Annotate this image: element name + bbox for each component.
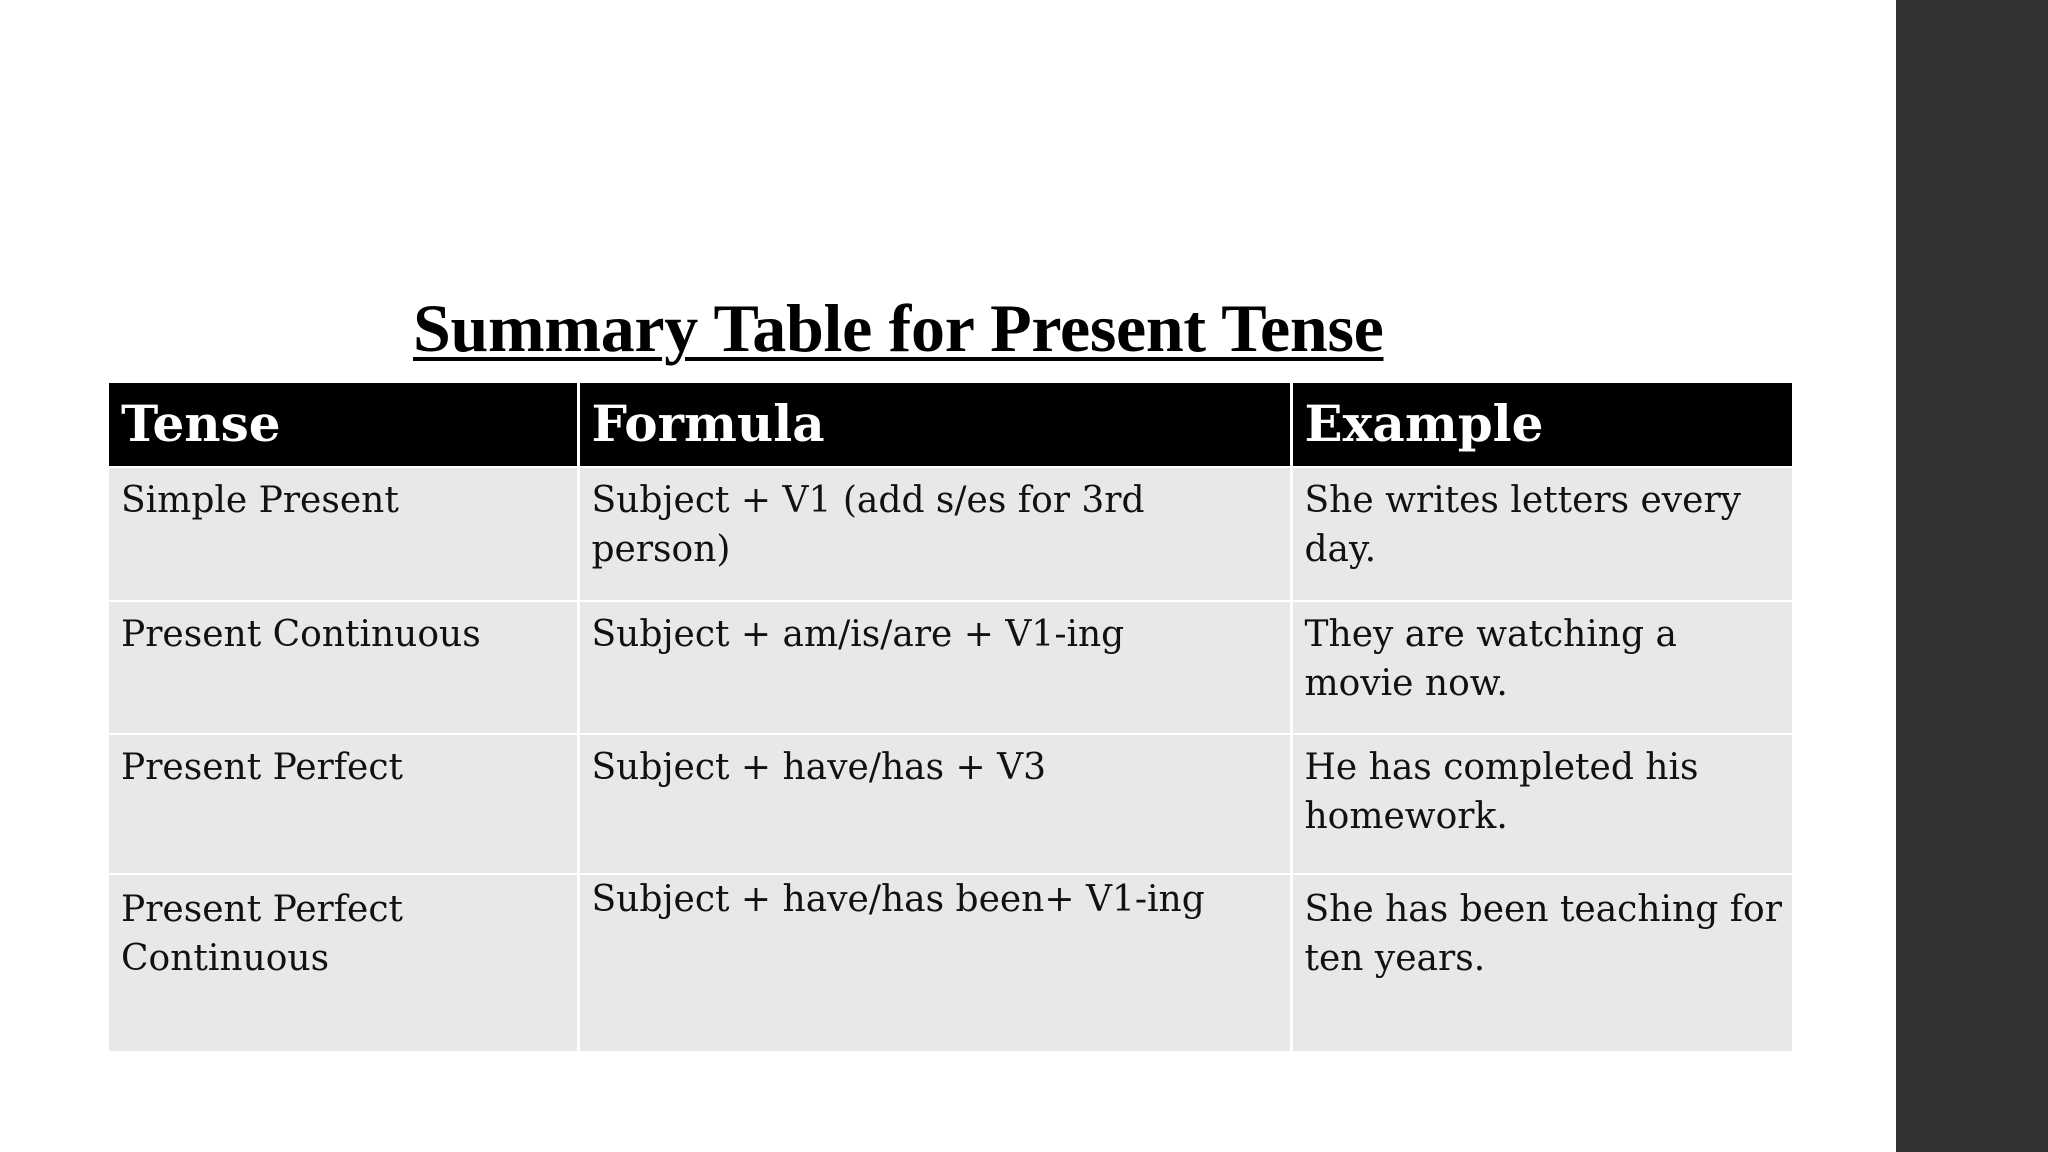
- example-cell: He has completed his homework.: [1291, 734, 1792, 874]
- header-example: Example: [1291, 383, 1792, 467]
- example-cell: She has been teaching for ten years.: [1291, 874, 1792, 1051]
- formula-cell: Subject + am/is/are + V1-ing: [578, 601, 1291, 734]
- table-row: [109, 467, 1792, 601]
- summary-table: [109, 383, 1792, 1051]
- example-cell: They are watching a movie now.: [1291, 601, 1792, 734]
- tense-cell: Present Continuous: [109, 601, 578, 734]
- table-row: [109, 874, 1792, 1051]
- formula-cell: Subject + have/has + V3: [578, 734, 1291, 874]
- tense-cell: Present Perfect: [109, 734, 578, 874]
- table-row: [109, 734, 1792, 874]
- side-bar-decoration: [1896, 0, 2048, 1152]
- slide-title: Summary Table for Present Tense: [413, 290, 1384, 366]
- header-formula: Formula: [578, 383, 1291, 467]
- formula-cell: Subject + V1 (add s/es for 3rd person): [578, 467, 1291, 601]
- header-tense: Tense: [109, 383, 578, 467]
- formula-cell: Subject + have/has been+ V1-ing: [578, 874, 1291, 1051]
- example-cell: She writes letters every day.: [1291, 467, 1792, 601]
- tense-cell: Simple Present: [109, 467, 578, 601]
- tense-cell: Present Perfect Continuous: [109, 874, 578, 1051]
- table-header-row: [109, 383, 1792, 467]
- table-row: [109, 601, 1792, 734]
